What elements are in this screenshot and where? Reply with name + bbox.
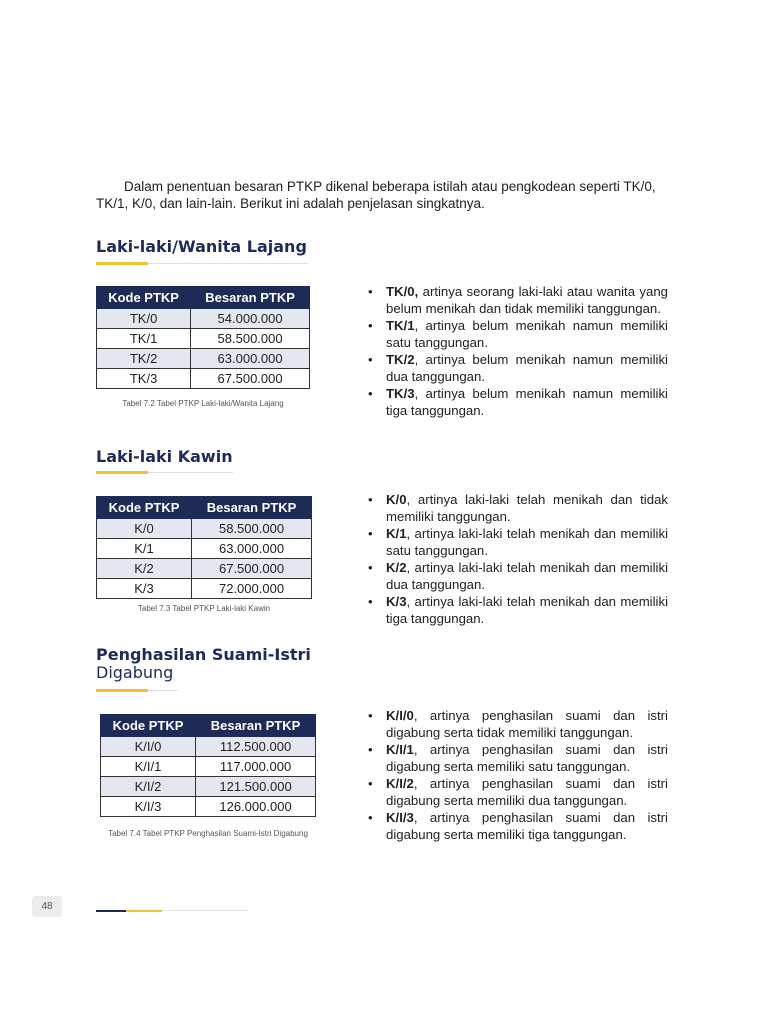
section-heading-digabung (96, 646, 311, 682)
ptkp-table-digabung (100, 714, 316, 817)
code-description: , artinya belum menikah namun memiliki tiga tanggungan. (386, 386, 668, 418)
table-cell: TK/0 (97, 309, 191, 329)
code-term: K/2 (386, 560, 407, 575)
intro-paragraph (96, 178, 668, 212)
list-item (368, 491, 668, 525)
table-cell: K/1 (97, 539, 192, 559)
table-cell: TK/2 (97, 349, 191, 369)
code-term: TK/2 (386, 352, 415, 367)
code-term: K/I/1 (386, 742, 414, 757)
code-term: K/3 (386, 594, 407, 609)
table-cell: 63.000.000 (192, 539, 312, 559)
code-description: , artinya belum menikah namun memiliki satu tanggungan. (386, 318, 668, 350)
code-term: TK/0, (386, 284, 419, 299)
list-item (368, 809, 668, 843)
page-number: 48 (32, 896, 62, 917)
table-cell: 63.000.000 (191, 349, 310, 369)
code-term: TK/1 (386, 318, 415, 333)
table-caption: Tabel 7.4 Tabel PTKP Penghasilan Suami-Istri Digabung (108, 829, 308, 838)
code-description: , artinya laki-laki telah menikah dan memiliki satu tanggungan. (386, 526, 668, 558)
list-item (368, 385, 668, 419)
table-header-besaran: Besaran PTKP (191, 287, 310, 309)
table-caption: Tabel 7.2 Tabel PTKP Laki-laki/Wanita Lajang (122, 399, 284, 408)
table-cell: 117.000.000 (196, 757, 316, 777)
table-cell: 58.500.000 (192, 519, 312, 539)
heading-line-1: Penghasilan Suami-Istri (96, 645, 311, 664)
table-cell: K/3 (97, 579, 192, 599)
table-cell: 126.000.000 (196, 797, 316, 817)
table-row (97, 369, 310, 389)
table-cell: K/0 (97, 519, 192, 539)
table-row (101, 777, 316, 797)
list-item (368, 559, 668, 593)
code-term: K/I/2 (386, 776, 414, 791)
code-term: TK/3 (386, 386, 415, 401)
bullet-list-digabung (368, 707, 668, 843)
table-cell: 58.500.000 (191, 329, 310, 349)
table-cell: TK/1 (97, 329, 191, 349)
table-row (97, 539, 312, 559)
code-description: , artinya laki-laki telah menikah dan memiliki tiga tanggungan. (386, 594, 668, 626)
table-row (101, 797, 316, 817)
bullet-list-lajang (368, 283, 668, 419)
table-cell: K/I/3 (101, 797, 196, 817)
code-term: K/1 (386, 526, 407, 541)
code-description: , artinya belum menikah namun memiliki dua tanggungan. (386, 352, 668, 384)
section-heading-lajang: Laki-laki/Wanita Lajang (96, 237, 307, 256)
ptkp-table-kawin (96, 496, 312, 599)
code-description: , artinya penghasilan suami dan istri digabung serta memiliki satu tanggungan. (386, 742, 668, 774)
code-description: , artinya penghasilan suami dan istri digabung serta memiliki tiga tanggungan. (386, 810, 668, 842)
list-item (368, 593, 668, 627)
table-row (101, 757, 316, 777)
table-cell: 72.000.000 (192, 579, 312, 599)
table-cell: 67.500.000 (192, 559, 312, 579)
table-header-kode: Kode PTKP (97, 497, 192, 519)
table-cell: K/I/2 (101, 777, 196, 797)
list-item (368, 525, 668, 559)
code-term: K/I/0 (386, 708, 414, 723)
table-cell: 67.500.000 (191, 369, 310, 389)
table-cell: 112.500.000 (196, 737, 316, 757)
table-row (97, 309, 310, 329)
ptkp-table-lajang (96, 286, 310, 389)
list-item (368, 707, 668, 741)
list-item (368, 741, 668, 775)
code-description: , artinya laki-laki telah menikah dan memiliki dua tanggungan. (386, 560, 668, 592)
table-row (97, 559, 312, 579)
section-heading-kawin: Laki-laki Kawin (96, 447, 233, 466)
table-cell: K/I/1 (101, 757, 196, 777)
section-underline (96, 262, 308, 265)
table-row (97, 519, 312, 539)
table-row (101, 737, 316, 757)
section-underline (96, 689, 178, 692)
table-cell: 121.500.000 (196, 777, 316, 797)
table-caption: Tabel 7.3 Tabel PTKP Laki-laki Kawin (137, 604, 271, 613)
table-cell: 54.000.000 (191, 309, 310, 329)
list-item (368, 283, 668, 317)
table-row (97, 349, 310, 369)
code-description: artinya seorang laki-laki atau wanita yang belum menikah dan tidak memiliki tanggungan. (386, 284, 668, 316)
list-item (368, 351, 668, 385)
footer-decoration (96, 910, 248, 912)
list-item (368, 775, 668, 809)
code-description: , artinya laki-laki telah menikah dan tidak memiliki tanggungan. (386, 492, 668, 524)
table-row (97, 579, 312, 599)
list-item (368, 317, 668, 351)
code-term: K/I/3 (386, 810, 414, 825)
table-cell: K/I/0 (101, 737, 196, 757)
table-header-besaran: Besaran PTKP (192, 497, 312, 519)
heading-line-2: Digabung (96, 663, 174, 682)
table-header-kode: Kode PTKP (101, 715, 196, 737)
section-underline (96, 471, 233, 474)
table-header-kode: Kode PTKP (97, 287, 191, 309)
table-row (97, 329, 310, 349)
code-description: , artinya penghasilan suami dan istri digabung serta tidak memiliki tanggungan. (386, 708, 668, 740)
intro-text: Dalam penentuan besaran PTKP dikenal beberapa istilah atau pengkodean seperti TK/0, TK/1, K/0, dan lain-lain. Berikut ini adalah penjelasan singkatnya. (96, 179, 656, 211)
code-term: K/0 (386, 492, 407, 507)
bullet-list-kawin (368, 491, 668, 627)
table-header-besaran: Besaran PTKP (196, 715, 316, 737)
code-description: , artinya penghasilan suami dan istri digabung serta memiliki dua tanggungan. (386, 776, 668, 808)
table-cell: K/2 (97, 559, 192, 579)
table-cell: TK/3 (97, 369, 191, 389)
